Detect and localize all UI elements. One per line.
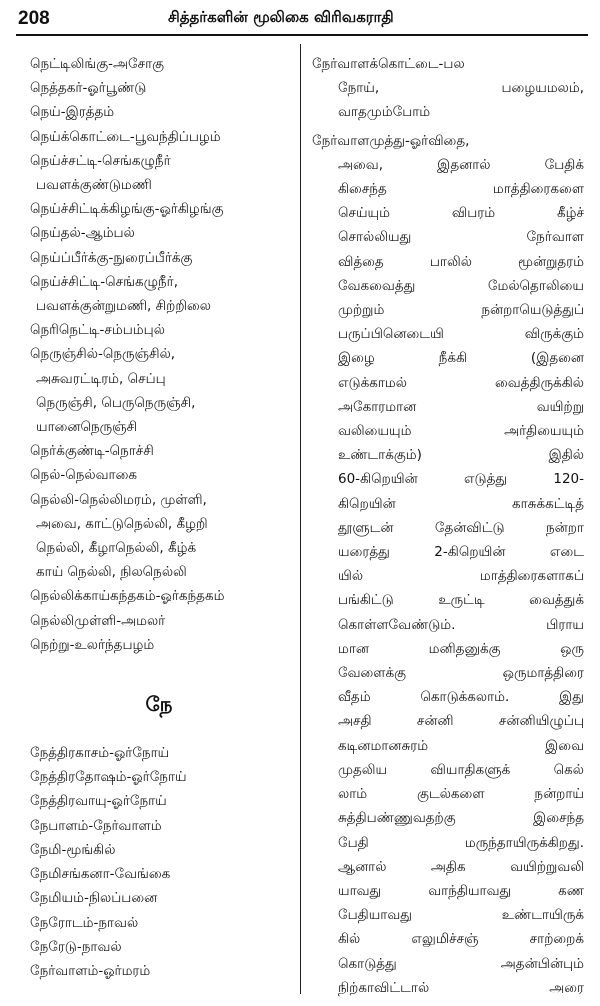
paragraph-line: தூளுடன் தேன்விட்டு நன்றா [338, 519, 584, 536]
entry-headline: நெய்ச்சட்டி-செங்கழுநீர் [30, 152, 171, 169]
paragraph-line: யாவது வாந்தியாவது கண [338, 882, 584, 899]
entry-headline: நெற்று-உலர்ந்தபழம் [30, 636, 155, 653]
paragraph-line: கிசைந்த மாத்திரைகளை [338, 181, 584, 198]
entry-headline: நெரிநெட்டி-சம்பம்புல் [30, 322, 165, 339]
entry-headline: நேரோடம்-நாவல் [30, 914, 139, 931]
dictionary-entry [30, 221, 288, 245]
dictionary-entry [30, 488, 288, 585]
entry-headline: நேர்வாளம்-ஓர்மரம் [30, 962, 151, 979]
dictionary-entry [30, 584, 288, 608]
entry-nervalakkottai [312, 52, 584, 125]
entry-continuation: பவளக்குண்டுமணி [36, 177, 152, 194]
paragraph-line: உண்டாக்கும்) இதில் [338, 447, 584, 464]
section-heading: நே [145, 692, 173, 717]
entry-headline: நேத்திரவாயு-ஓர்நோய் [30, 793, 167, 810]
paragraph-line: அகோரமான வயிற்று [338, 398, 584, 415]
paragraph-line: அவை, இதனால் பேதிக் [338, 156, 584, 173]
dictionary-entry [30, 765, 288, 789]
entry-headline: நெத்தகர்-ஓர்பூண்டு [30, 80, 147, 97]
dictionary-entry [30, 100, 288, 124]
dictionary-entry [30, 609, 288, 633]
entry-continuation: அசுவரட்டிரம், செப்பு [36, 370, 166, 387]
paragraph-line: கிறெயின் காசுக்கட்டித் [338, 495, 584, 512]
dictionary-entry [30, 789, 288, 813]
entry-headline: நெருஞ்சில்-நெருஞ்சில், [30, 346, 176, 363]
dictionary-entry [30, 633, 288, 657]
entry-continuation: காய் நெல்லி, நிலநெல்லி [36, 564, 187, 581]
paragraph-line: பேதி மருந்தாயிருக்கிறது. [338, 834, 584, 851]
paragraph-line: சுத்திபண்ணுவதற்கு இசைந்த [338, 810, 584, 827]
paragraph-line: லாம் குடல்களை நன்றாய் [338, 786, 584, 803]
paragraph-line: யில் மாத்திரைகளாகப் [338, 568, 584, 585]
dictionary-entry [30, 318, 288, 342]
paragraph-line: 60-கிறெயின் எடுத்து 120- [338, 471, 584, 488]
paragraph-line: வாதமும்போம் [338, 104, 431, 121]
entry-headline: நேமியம்-நிலப்பனை [30, 890, 158, 907]
paragraph-line: வேளைக்கு ஒருமாத்திரை [338, 665, 584, 682]
entry-headline: நேத்திரகாசம்-ஓர்நோய் [30, 745, 170, 762]
entry-headline: நெல்லி-நெல்லிமரம், முள்ளி, [30, 491, 207, 508]
dictionary-entry [30, 911, 288, 935]
paragraph-line: வேகவைத்து மேல்தொலியை [338, 277, 584, 294]
dictionary-entry [30, 838, 288, 862]
paragraph-line: செய்யும் விபரம் கீழ்ச் [338, 205, 584, 222]
dictionary-entry [30, 197, 288, 221]
paragraph-line: முதலிய வியாதிகளுக் கெல் [338, 761, 584, 778]
entry-headline: நேரேடு-நாவல் [30, 938, 122, 955]
entry-headline: நெர்க்குண்டி-நொச்சி [30, 443, 154, 460]
dictionary-entry [30, 76, 288, 100]
paragraph-line: ஆனால் அதிக வயிற்றுவலி [338, 858, 584, 875]
dictionary-entry [30, 463, 288, 487]
dictionary-entry [30, 959, 288, 983]
paragraph-line: கடினமானசுரம் இவை [338, 737, 584, 754]
entry-headline: நெய்தல்-ஆம்பல் [30, 225, 135, 242]
dictionary-entry [30, 52, 288, 76]
paragraph-line: நிற்காவிட்டால் அரை [338, 979, 584, 996]
paragraph-line: நேர்வாளக்கொட்டை-பல [312, 56, 465, 72]
paragraph-line: வலியையும் அர்தியையும் [338, 423, 584, 440]
column-divider [300, 44, 301, 994]
dictionary-entry [30, 741, 288, 765]
left-column [30, 52, 288, 983]
entries-bottom [30, 741, 288, 983]
entry-continuation: பவளக்குன்றுமணி, சிற்றிலை [36, 298, 211, 315]
dictionary-entry [30, 935, 288, 959]
dictionary-entry [30, 862, 288, 886]
paragraph-line: கொடுத்து அதன்பின்பும் [338, 955, 584, 972]
paragraph-line: மான மனிதனுக்கு ஒரு [338, 640, 584, 657]
dictionary-entry [30, 125, 288, 149]
entry-headline: நெட்டிலிங்கு-அசோகு [30, 56, 165, 72]
header-rule [16, 34, 588, 36]
dictionary-entry [30, 814, 288, 838]
entry-headline: நேமிசங்கனா-வேங்கை [30, 866, 171, 883]
paragraph-line: கொள்ளவேண்டும். பிராய [338, 616, 584, 633]
dictionary-entry [30, 342, 288, 439]
paragraph-line: பேதியாவது உண்டாயிருக் [338, 907, 584, 924]
entry-headline: நெய்ப்பீர்க்கு-நுரைப்பீர்க்கு [30, 249, 193, 266]
entry-headline: நெய்-இரத்தம் [30, 104, 115, 121]
entry-headline: நெல்லிமுள்ளி-அமலர் [30, 612, 166, 629]
dictionary-entry [30, 149, 288, 197]
entry-continuation: நெருஞ்சி, பெருநெருஞ்சி, [36, 394, 196, 411]
paragraph-line: பருப்பினெடையி விருக்கும் [338, 326, 584, 343]
page-number: 208 [18, 8, 50, 29]
entry-headline: நேத்திரதோஷம்-ஓர்நோய் [30, 769, 187, 786]
entry-headline: நெய்ச்சிட்டிக்கிழங்கு-ஓர்கிழங்கு [30, 201, 224, 218]
entry-nervalamuthu [312, 129, 584, 1000]
paragraph-line: கில் எலுமிச்சஞ் சாற்றைக் [338, 931, 584, 948]
paragraph-line: பங்கிட்டு உருட்டி வைத்துக் [338, 592, 584, 609]
paragraph-line: நோய், பழையமலம், [338, 80, 584, 97]
entry-headline: நெய்க்கொட்டை-பூவந்திப்பழம் [30, 128, 221, 145]
page-header [18, 4, 588, 34]
entry-continuation: அவை, காட்டுநெல்லி, கீழறி [36, 515, 208, 532]
paragraph-line: நேர்வாளமுத்து-ஓர்விதை, [312, 132, 470, 149]
paragraph-line: வித்தை பாலில் மூன்றுதரம் [338, 253, 584, 270]
entry-headline: நெல்லிக்காய்கந்தகம்-ஓர்கந்தகம் [30, 588, 225, 605]
paragraph-line: சொல்லியது நேர்வாள [338, 229, 584, 246]
entry-headline: நேபாளம்-நேர்வாளம் [30, 817, 162, 834]
entry-headline: நெல்-நெல்வாகை [30, 467, 138, 484]
entries-top [30, 52, 288, 657]
running-title: சித்தர்களின் மூலிகை விரிவகராதி [168, 8, 394, 26]
paragraph-line: வீதம் கொடுக்கலாம். இது [338, 689, 584, 706]
paragraph-line: அசதி சன்னி சன்னியிழுப்பு [338, 713, 584, 730]
entry-headline: நெய்ச்சிட்டி-செங்கழுநீர், [30, 273, 179, 290]
paragraph-line: முற்றும் நன்றாயெடுத்துப் [338, 302, 584, 319]
paragraph-line: இழை நீக்கி (இதனை [338, 350, 584, 367]
entry-continuation: நெல்லி, கீழாநெல்லி, கீழ்க் [36, 540, 197, 557]
dictionary-entry [30, 246, 288, 270]
dictionary-entry [30, 270, 288, 318]
dictionary-entry [30, 886, 288, 910]
paragraph-line: எடுக்காமல் வைத்திருக்கில் [338, 374, 584, 391]
paragraph-line: யரைத்து 2-கிறெயின் எடை [338, 544, 584, 561]
dictionary-entry [30, 439, 288, 463]
entry-headline: நேமி-மூங்கில் [30, 841, 116, 858]
right-column [312, 52, 584, 1000]
entry-continuation: யானைநெருஞ்சி [36, 419, 138, 436]
